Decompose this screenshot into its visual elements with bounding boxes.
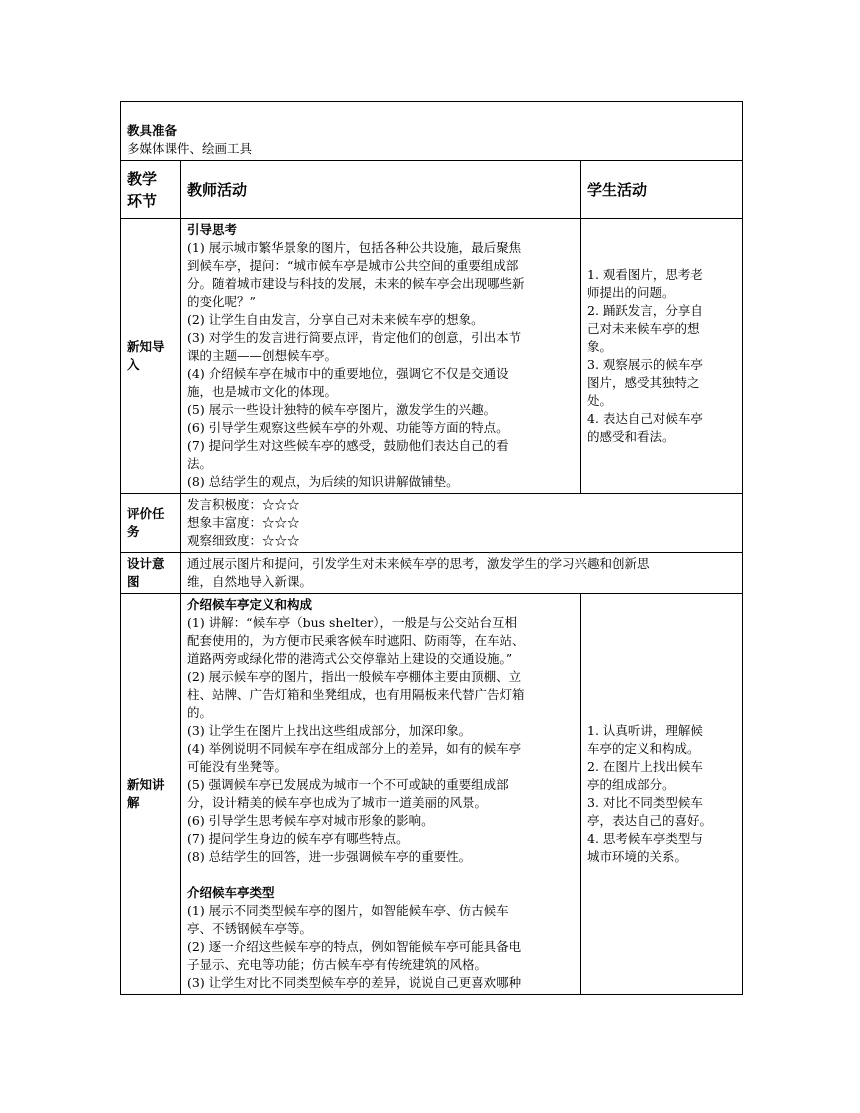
teacher-activity-line: 到候车亭，提问：“城市候车亭是城市公共空间的重要组成部 [187, 258, 519, 273]
header-teacher: 教师活动 [187, 180, 248, 199]
student-activity-line: 4. 表达自己对候车亭 [587, 411, 703, 426]
teacher-activity-line: (6) 引导学生观察这些候车亭的外观、功能等方面的特点。 [187, 420, 509, 435]
evaluation-criterion: 发言积极度：☆☆☆ [187, 497, 300, 512]
teacher-activity-line: (4) 举例说明不同候车亭在组成部分上的差异，如有的候车亭 [187, 741, 522, 756]
teacher-activity-line: (2) 展示候车亭的图片，指出一般候车亭棚体主要由顶棚、立 [187, 669, 522, 684]
lecture-label-line2: 解 [127, 795, 140, 810]
student-activity-line: 3. 观察展示的候车亭 [587, 357, 703, 372]
teacher-activity-line: 子显示、充电等功能；仿古候车亭有传统建筑的风格。 [187, 957, 488, 972]
lecture-teacher-lines-2 [187, 902, 574, 992]
lecture-teacher-lines-1 [187, 614, 574, 866]
evaluation-label-line2: 务 [127, 524, 140, 539]
header-stage-cell [121, 161, 181, 219]
lecture-row [121, 594, 743, 995]
teacher-activity-line: 施，也是城市文化的体现。 [187, 384, 338, 399]
design-label-line2: 图 [127, 574, 140, 589]
evaluation-label-line1: 评价任 [127, 506, 165, 521]
teacher-activity-line: 柱、站牌、广告灯箱和坐凳组成，也有用隔板来代替广告灯箱 [187, 687, 525, 702]
lecture-heading-definition: 介绍候车亭定义和构成 [187, 597, 313, 612]
teacher-activity-line: (7) 提问学生对这些候车亭的感受，鼓励他们表达自己的看 [187, 438, 509, 453]
student-activity-line: 车亭的定义和构成。 [587, 741, 700, 756]
lecture-label-line1: 新知讲 [127, 777, 165, 792]
teacher-activity-line: (6) 引导学生思考候车亭对城市形象的影响。 [187, 813, 434, 828]
teacher-activity-line: (5) 展示一些设计独特的候车亭图片，激发学生的兴趣。 [187, 402, 497, 417]
header-stage-line1: 教学 [127, 169, 158, 188]
design-intent-line: 维，自然地导入新课。 [187, 574, 313, 589]
teacher-activity-line: (1) 展示不同类型候车亭的图片，如智能候车亭、仿古候车 [187, 903, 509, 918]
lecture-label-cell [121, 594, 181, 995]
design-label-cell [121, 553, 181, 594]
teacher-activity-line: 配套使用的，为方便市民乘客候车时遮阳、防雨等，在车站、 [187, 633, 525, 648]
student-activity-line: 2. 踊跃发言，分享自 [587, 303, 703, 318]
evaluation-criterion: 想象丰富度：☆☆☆ [187, 515, 300, 530]
evaluation-label-cell [121, 494, 181, 553]
student-activity-line: 的感受和看法。 [587, 429, 675, 444]
teacher-activity-line: 分，设计精美的候车亭也成为了城市一道美丽的风景。 [187, 795, 488, 810]
student-activity-line: 1. 认真听讲，理解候 [587, 723, 703, 738]
header-student: 学生活动 [587, 180, 648, 199]
teacher-activity-line: (3) 让学生在图片上找出这些组成部分，加深印象。 [187, 723, 472, 738]
student-activity-line: 处。 [587, 393, 613, 408]
lecture-heading-types: 介绍候车亭类型 [187, 885, 275, 900]
student-activity-line: 象。 [587, 339, 613, 354]
intro-teacher-cell [181, 219, 581, 494]
teacher-activity-line: (3) 让学生对比不同类型候车亭的差异，说说自己更喜欢哪种 [187, 975, 522, 990]
intro-student-lines [587, 266, 736, 446]
intro-teacher-lines [187, 239, 574, 491]
prep-content: 多媒体课件、绘画工具 [127, 141, 253, 156]
evaluation-cell [181, 494, 743, 553]
intro-label-cell [121, 219, 181, 494]
prep-cell [121, 102, 743, 161]
student-activity-line: 师提出的问题。 [587, 285, 675, 300]
header-teacher-cell [181, 161, 581, 219]
student-activity-line: 亭的组成部分。 [587, 777, 675, 792]
evaluation-lines [187, 496, 736, 550]
section-gap [187, 866, 574, 884]
student-activity-line: 3. 对比不同类型候车 [587, 795, 703, 810]
intro-heading: 引导思考 [187, 222, 238, 237]
teacher-activity-line: (3) 对学生的发言进行简要点评，肯定他们的创意，引出本节 [187, 330, 522, 345]
teacher-activity-line: 的变化呢？” [187, 294, 256, 309]
teacher-activity-line: 道路两旁或绿化带的港湾式公交停靠站上建设的交通设施。” [187, 651, 513, 666]
lecture-student-cell [581, 594, 743, 995]
intro-row [121, 219, 743, 494]
teacher-activity-line: (8) 总结学生的观点，为后续的知识讲解做铺垫。 [187, 474, 459, 489]
teacher-activity-line: (1) 讲解：“候车亭（bus shelter），一般是与公交站台互相 [187, 615, 518, 630]
header-row [121, 161, 743, 219]
student-activity-line: 亭，表达自己的喜好。 [587, 813, 713, 828]
intro-student-cell [581, 219, 743, 494]
evaluation-criterion: 观察细致度：☆☆☆ [187, 533, 300, 548]
student-activity-line: 图片，感受其独特之 [587, 375, 700, 390]
student-activity-line: 城市环境的关系。 [587, 849, 688, 864]
evaluation-row [121, 494, 743, 553]
lecture-teacher-cell [181, 594, 581, 995]
lesson-plan-table [120, 101, 743, 995]
header-stage-line2: 环节 [127, 191, 158, 210]
teacher-activity-line: 的。 [187, 705, 213, 720]
design-intent-line: 通过展示图片和提问，引发学生对未来候车亭的思考，激发学生的学习兴趣和创新思 [187, 556, 650, 571]
student-activity-line: 己对未来候车亭的想 [587, 321, 700, 336]
intro-label-line2: 入 [127, 357, 140, 372]
teacher-activity-line: (2) 逐一介绍这些候车亭的特点，例如智能候车亭可能具备电 [187, 939, 522, 954]
design-cell [181, 553, 743, 594]
intro-label-line1: 新知导 [127, 339, 165, 354]
teacher-activity-line: 法。 [187, 456, 213, 471]
lecture-student-lines [587, 722, 736, 866]
design-lines [187, 555, 736, 591]
design-row [121, 553, 743, 594]
teacher-activity-line: 课的主题——创想候车亭。 [187, 348, 338, 363]
teacher-activity-line: 分。随着城市建设与科技的发展，未来的候车亭会出现哪些新 [187, 276, 525, 291]
student-activity-line: 1. 观看图片，思考老 [587, 267, 703, 282]
header-student-cell [581, 161, 743, 219]
prep-title: 教具准备 [127, 123, 178, 138]
student-activity-line: 2. 在图片上找出候车 [587, 759, 703, 774]
teacher-activity-line: (8) 总结学生的回答，进一步强调候车亭的重要性。 [187, 849, 472, 864]
teacher-activity-line: (4) 介绍候车亭在城市中的重要地位，强调它不仅是交通设 [187, 366, 509, 381]
teacher-activity-line: (5) 强调候车亭已发展成为城市一个不可或缺的重要组成部 [187, 777, 509, 792]
prep-row [121, 102, 743, 161]
design-label-line1: 设计意 [127, 556, 165, 571]
student-activity-line: 4. 思考候车亭类型与 [587, 831, 703, 846]
teacher-activity-line: (2) 让学生自由发言，分享自己对未来候车亭的想象。 [187, 312, 484, 327]
teacher-activity-line: (7) 提问学生身边的候车亭有哪些特点。 [187, 831, 409, 846]
teacher-activity-line: (1) 展示城市繁华景象的图片，包括各种公共设施，最后聚焦 [187, 240, 522, 255]
teacher-activity-line: 亭、不锈钢候车亭等。 [187, 921, 313, 936]
teacher-activity-line: 可能没有坐凳等。 [187, 759, 288, 774]
